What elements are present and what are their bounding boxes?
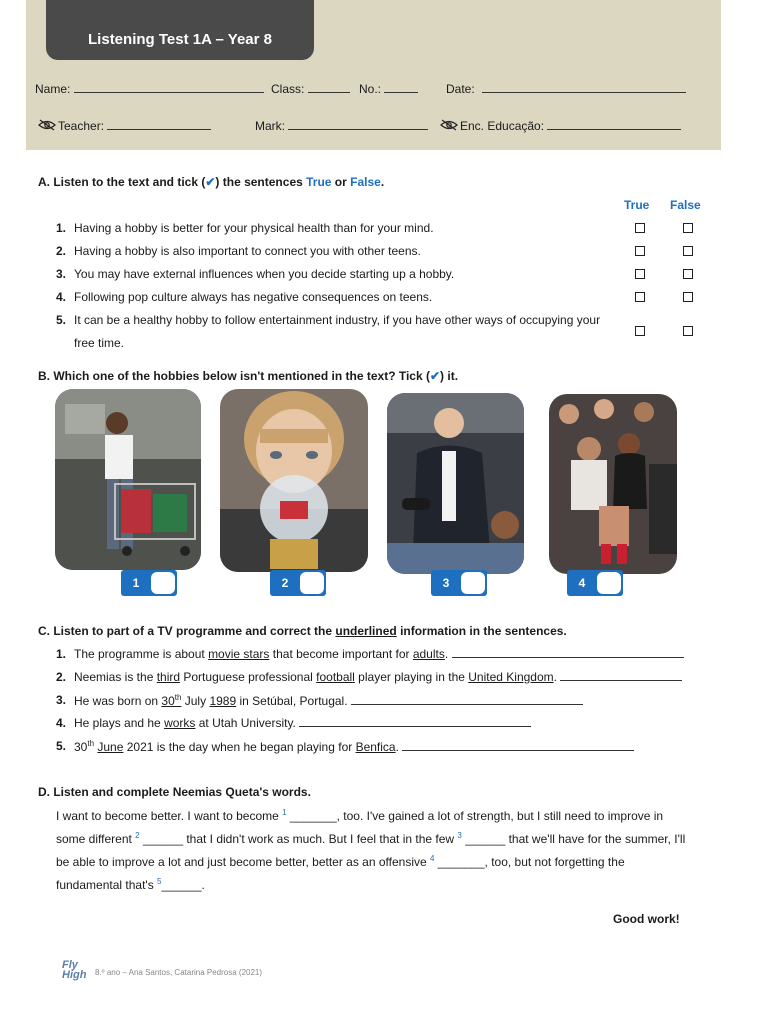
underlined-text: adults <box>412 647 445 661</box>
gap-number: 5 <box>157 877 162 886</box>
sentence-text: 2021 is the day when he began playing for <box>123 740 356 754</box>
item-number: 1. <box>56 647 67 661</box>
sentence-text: . <box>553 670 557 684</box>
sentence-text: Neemias is the <box>74 670 157 684</box>
item-number: 4. <box>56 716 67 730</box>
correction-sentence-5 <box>74 739 634 754</box>
correction-sentence-1 <box>74 647 684 661</box>
quote-text: some different <box>56 832 136 846</box>
option-tick-box[interactable] <box>151 572 175 594</box>
section-c-text: information in the sentences. <box>396 624 567 638</box>
true-column-header: True <box>624 198 650 212</box>
enc-educacao-label: Enc. Educação: <box>460 119 545 133</box>
option-tick-box[interactable] <box>300 572 324 594</box>
gap-number: 4 <box>430 854 435 863</box>
section-a-text: ) the sentences <box>215 175 307 189</box>
quote-text: _______, too, but not forgetting the <box>434 855 625 869</box>
sentence-text: player playing in the <box>354 670 469 684</box>
teacher-field[interactable] <box>38 119 211 133</box>
quote-line-1 <box>56 808 663 823</box>
statement-5: It can be a healthy hobby to follow entertainment industry, if you have other ways of occupying your <box>74 313 601 327</box>
sentence-text: The programme is about <box>74 647 209 661</box>
item-number: 3. <box>56 267 67 281</box>
mark-field[interactable] <box>255 119 428 133</box>
sentence-text: . <box>395 740 399 754</box>
quote-line-4 <box>56 877 205 892</box>
section-c-instructions <box>38 624 567 638</box>
date-label: Date: <box>446 82 475 96</box>
quote-text: fundamental that's <box>56 878 158 892</box>
false-checkbox-1[interactable] <box>683 223 693 233</box>
true-checkbox-5[interactable] <box>635 326 645 336</box>
sentence-text: . <box>444 647 449 661</box>
item-number: 4. <box>56 290 67 304</box>
mark-label: Mark: <box>255 119 285 133</box>
underlined-text: 30 <box>161 694 175 708</box>
statement-2: Having a hobby is also important to connect you with other teens. <box>74 244 421 258</box>
option-4-checkbox[interactable] <box>567 570 623 596</box>
true-checkbox-1[interactable] <box>635 223 645 233</box>
sentence-text: July <box>181 694 210 708</box>
item-number: 2. <box>56 244 67 258</box>
eye-slash-icon <box>38 119 56 131</box>
option-tick-box[interactable] <box>597 572 621 594</box>
mark-line[interactable] <box>288 119 428 130</box>
option-3-checkbox[interactable] <box>431 570 487 596</box>
name-line[interactable] <box>74 82 264 93</box>
section-c-text: C. Listen to part of a TV programme and correct the <box>38 624 336 638</box>
answer-line-2[interactable] <box>560 670 682 681</box>
item-number: 2. <box>56 670 67 684</box>
true-checkbox-2[interactable] <box>635 246 645 256</box>
section-b-instructions <box>38 369 458 383</box>
option-number: 2 <box>281 576 289 590</box>
period: . <box>380 175 385 189</box>
true-checkbox-3[interactable] <box>635 269 645 279</box>
logo-text: Fly <box>62 959 78 971</box>
false-word: False <box>350 175 381 189</box>
teacher-line[interactable] <box>107 119 211 130</box>
fly-high-logo <box>62 960 92 980</box>
underlined-text: 1989 <box>209 694 237 708</box>
item-number: 3. <box>56 693 67 707</box>
sentence-text: that become important for <box>269 647 413 661</box>
option-2-checkbox[interactable] <box>270 570 326 596</box>
photo-sports-event <box>549 394 677 574</box>
underlined-text: Benfica <box>355 740 396 754</box>
answer-line-3[interactable] <box>351 694 583 705</box>
answer-line-4[interactable] <box>299 716 531 727</box>
item-number: 5. <box>56 313 67 327</box>
true-word: True <box>306 175 332 189</box>
sentence-text: at Utah University. <box>195 716 296 730</box>
date-field[interactable] <box>446 82 686 96</box>
section-a-text: A. Listen to the text and tick ( <box>38 175 206 189</box>
quote-text: ______. <box>161 878 205 892</box>
footer-credit: 8.º ano – Ana Santos, Catarina Pedrosa (2021) <box>95 968 263 977</box>
sentence-text: in Setúbal, Portugal. <box>236 694 348 708</box>
photo-video-games <box>387 393 524 574</box>
option-tick-box[interactable] <box>461 572 485 594</box>
false-checkbox-4[interactable] <box>683 292 693 302</box>
false-checkbox-2[interactable] <box>683 246 693 256</box>
test-title <box>46 0 314 60</box>
enc-educacao-line[interactable] <box>547 119 681 130</box>
sentence-text: He plays and he <box>74 716 165 730</box>
sentence-text: 30 <box>74 740 88 754</box>
statement-3: You may have external influences when you decide starting up a hobby. <box>74 267 455 281</box>
tick-icon: ✔ <box>205 175 216 189</box>
section-b-text: B. Which one of the hobbies below isn't mentioned in the text? Tick ( <box>38 369 430 383</box>
underlined-text: third <box>156 670 181 684</box>
photo-shopping <box>55 389 201 570</box>
gap-number: 3 <box>457 831 462 840</box>
number-field[interactable] <box>359 82 418 96</box>
quote-line-2 <box>56 831 685 846</box>
tick-icon: ✔ <box>429 369 441 383</box>
closing-message: Good work! <box>613 912 680 926</box>
underlined-text: June <box>97 740 124 754</box>
correction-sentence-2 <box>74 670 682 684</box>
option-number: 3 <box>442 576 450 590</box>
class-label: Class: <box>271 82 305 96</box>
quote-text: be able to improve a lot and just become better, better as an offensive <box>56 855 431 869</box>
number-label: No.: <box>359 82 382 96</box>
sentence-text: Portuguese professional <box>180 670 317 684</box>
underlined-text: movie stars <box>208 647 270 661</box>
item-number: 5. <box>56 739 67 753</box>
true-checkbox-4[interactable] <box>635 292 645 302</box>
quote-text: ______ that we'll have for the summer, I'll <box>461 832 686 846</box>
quote-line-3 <box>56 854 625 869</box>
statement-1: Having a hobby is better for your physical health than for your mind. <box>74 221 434 235</box>
quote-text: ______ that I didn't work as much. But I feel that in the few <box>139 832 458 846</box>
option-number: 4 <box>578 576 586 590</box>
correction-sentence-3 <box>74 693 583 708</box>
ordinal-suffix: th <box>174 693 182 702</box>
quote-text: _______, too. I've gained a lot of strength, but I still need to improve in <box>286 809 664 823</box>
answer-line-5[interactable] <box>402 740 634 751</box>
or-word: or <box>331 175 351 189</box>
name-label: Name: <box>35 82 71 96</box>
class-line[interactable] <box>308 82 350 93</box>
answer-line-1[interactable] <box>452 647 684 658</box>
section-d-instructions: D. Listen and complete Neemias Queta's words. <box>38 785 311 799</box>
item-number: 1. <box>56 221 67 235</box>
gap-number: 2 <box>135 831 140 840</box>
photo-snow-globe <box>220 389 368 572</box>
eye-slash-icon <box>440 119 458 131</box>
gap-number: 1 <box>282 808 287 817</box>
statement-5-continued: free time. <box>74 336 125 350</box>
section-a-instructions <box>38 175 384 189</box>
date-line[interactable] <box>482 82 686 93</box>
name-field[interactable] <box>35 82 264 96</box>
underlined-text: works <box>164 716 196 730</box>
underlined-text: football <box>316 670 355 684</box>
section-b-text: ) it. <box>440 369 459 383</box>
ordinal-suffix: th <box>87 739 95 748</box>
underlined-text: United Kingdom <box>468 670 554 684</box>
option-1-checkbox[interactable] <box>121 570 177 596</box>
number-line[interactable] <box>384 82 418 93</box>
teacher-label: Teacher: <box>58 119 105 133</box>
class-field[interactable] <box>271 82 350 96</box>
statement-4: Following pop culture always has negative consequences on teens. <box>74 290 433 304</box>
test-title-text: Listening Test 1A – Year 8 <box>88 30 272 48</box>
enc-educacao-field[interactable] <box>440 119 681 133</box>
option-number: 1 <box>132 576 140 590</box>
false-checkbox-3[interactable] <box>683 269 693 279</box>
false-checkbox-5[interactable] <box>683 326 693 336</box>
false-column-header: False <box>670 198 701 212</box>
underlined-word: underlined <box>335 624 397 638</box>
quote-text: I want to become better. I want to become <box>56 809 283 823</box>
correction-sentence-4 <box>74 716 531 730</box>
sentence-text: He was born on <box>74 694 162 708</box>
logo-text: High <box>62 969 87 981</box>
